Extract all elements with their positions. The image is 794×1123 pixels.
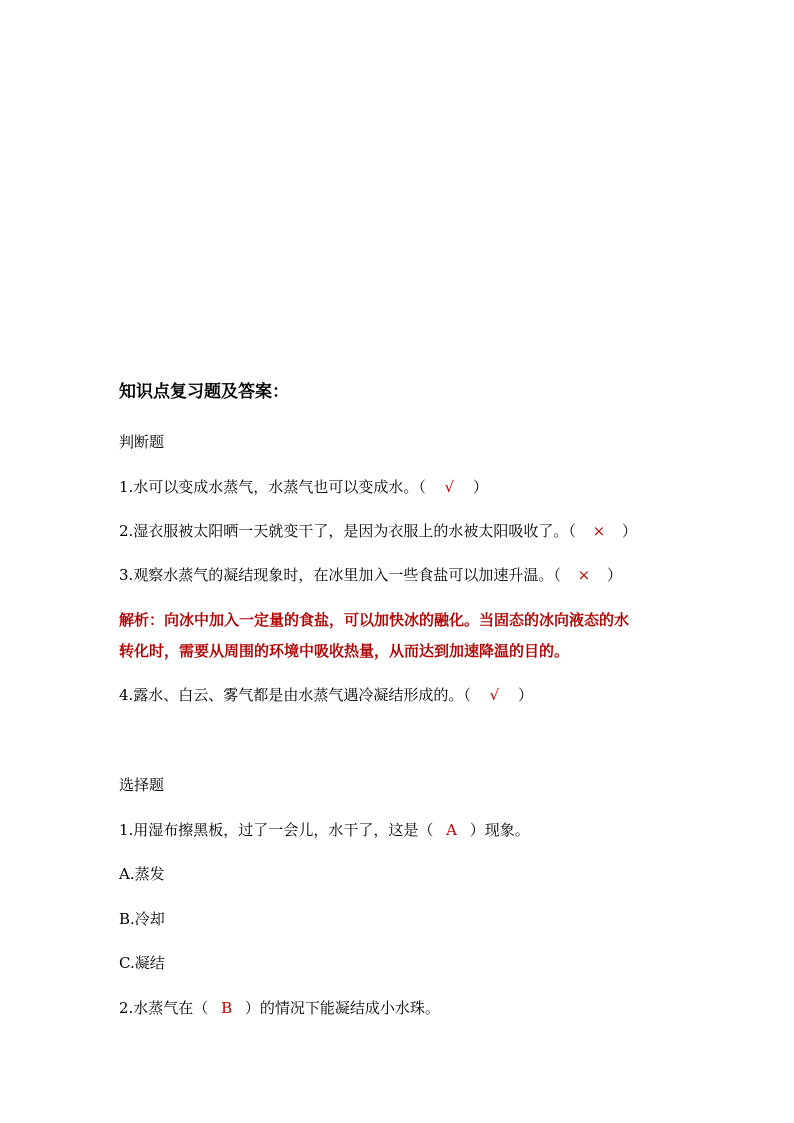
choice-question-1 [119, 820, 530, 840]
answer-letter: B [221, 999, 233, 1017]
analysis-line-2: 转化时，需要从周围的环境中吸收热量，从而达到加速降温的目的。 [119, 642, 570, 660]
answer-mark: × [577, 566, 591, 584]
section-title-judge: 判断题 [119, 433, 165, 451]
page-heading: 知识点复习题及答案： [119, 382, 289, 402]
question-text: 2.湿衣服被太阳晒一天就变干了，是因为衣服上的水被太阳吸收了。（ [119, 522, 576, 540]
answer-mark: √ [489, 686, 500, 704]
question-text: 1.水可以变成水蒸气，水蒸气也可以变成水。（ [119, 478, 426, 496]
section-title-choice: 选择题 [119, 776, 165, 794]
question-text: 1.用湿布擦黑板，过了一会儿，水干了，这是（ [119, 821, 434, 839]
question-close: ） [472, 478, 488, 496]
option-b: B.冷却 [119, 910, 165, 928]
question-tail: ）的情况下能凝结成小水珠。 [244, 999, 440, 1017]
choice-question-2 [119, 998, 440, 1018]
analysis-line-1: 解析：向冰中加入一定量的食盐，可以加快冰的融化。当固态的冰向液态的水 [119, 611, 630, 629]
question-text: 3.观察水蒸气的凝结现象时，在冰里加入一些食盐可以加速升温。（ [119, 566, 561, 584]
judge-question-1 [119, 477, 488, 497]
judge-question-2 [119, 521, 637, 541]
judge-question-4 [119, 685, 533, 705]
question-text: 4.露水、白云、雾气都是由水蒸气遇冷凝结形成的。（ [119, 686, 471, 704]
judge-question-3 [119, 565, 622, 585]
answer-mark: √ [444, 478, 455, 496]
answer-mark: × [592, 522, 606, 540]
answer-letter: A [446, 821, 457, 839]
question-tail: ）现象。 [469, 821, 530, 839]
question-close: ） [517, 686, 533, 704]
option-c: C.凝结 [119, 954, 165, 972]
option-a: A.蒸发 [119, 865, 165, 883]
question-text: 2.水蒸气在（ [119, 999, 209, 1017]
question-close: ） [606, 566, 622, 584]
question-close: ） [621, 522, 637, 540]
